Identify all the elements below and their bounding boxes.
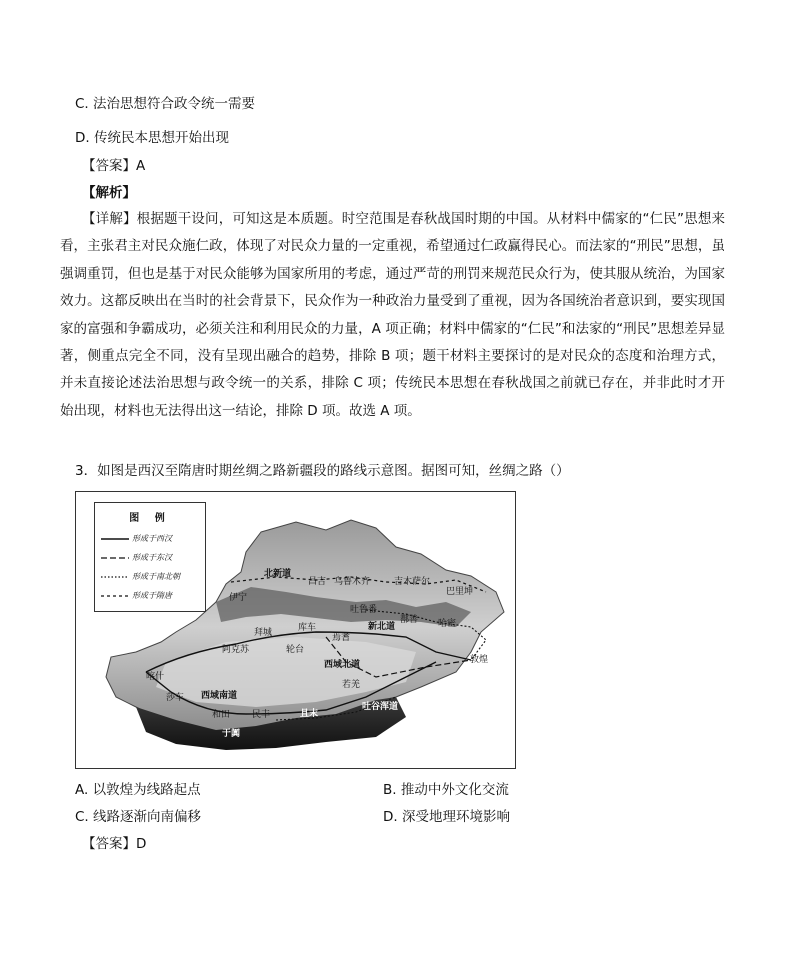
analysis-heading: 【解析】 (82, 185, 136, 201)
label-qiemo: 且末 (300, 709, 319, 719)
label-bai: 拜城 (254, 628, 273, 638)
dash-line-icon (101, 556, 129, 560)
legend-item-suitang: 形成于隋唐 (101, 590, 172, 601)
legend-item-xihan: 形成于西汉 (101, 533, 172, 544)
label-tuyuhun: 吐谷浑道 (362, 702, 399, 712)
label-akesu: 阿克苏 (222, 645, 250, 655)
label-kuche: 库车 (298, 623, 317, 633)
dash-dot-line-icon (101, 594, 129, 598)
label-yili: 伊宁 (229, 593, 248, 603)
label-yanqi: 焉耆 (332, 633, 351, 643)
detail-paragraph (60, 206, 725, 425)
question-3-stem: 3．如图是西汉至隋唐时期丝绸之路新疆段的路线示意图。据图可知，丝绸之路（） (75, 463, 570, 479)
answer-q3: 【答案】D (82, 836, 147, 852)
label-luntai: 轮台 (286, 645, 305, 655)
label-changji: 昌吉 (308, 577, 327, 587)
map-legend (94, 502, 206, 612)
answer-prev: 【答案】A (82, 158, 146, 174)
legend-item-donghan: 形成于东汉 (101, 552, 172, 563)
label-xiyunan: 西域南道 (201, 691, 238, 701)
option-c: C. 线路逐渐向南偏移 (75, 809, 202, 825)
label-hami: 哈密 (438, 619, 457, 629)
label-yutian: 于阗 (222, 729, 241, 739)
option-d: D. 深受地理环境影响 (383, 809, 510, 825)
label-xinbeidao: 新北道 (368, 622, 396, 632)
label-beixin: 北新道 (264, 569, 292, 579)
option-c-prev: C. 法治思想符合政令统一需要 (75, 96, 256, 112)
legend-item-nanbeichao: 形成于南北朝 (101, 571, 180, 582)
label-kashi: 喀什 (146, 672, 165, 682)
label-ruoqiang: 若羌 (342, 680, 361, 690)
label-minfeng: 民丰 (252, 710, 271, 720)
option-b: B. 推动中外文化交流 (383, 782, 509, 798)
label-dunhuang: 敦煌 (470, 655, 489, 665)
label-tulufan: 吐鲁番 (350, 605, 378, 615)
label-shache: 莎车 (166, 693, 185, 703)
dot-line-icon (101, 575, 129, 579)
legend-title: 图 例 (129, 513, 171, 524)
label-hetian: 和田 (212, 710, 231, 720)
solid-line-icon (101, 537, 129, 541)
label-jimusaer: 吉木萨尔 (394, 577, 431, 587)
label-balikun: 巴里坤 (446, 587, 474, 597)
option-d-prev: D. 传统民本思想开始出现 (75, 130, 229, 146)
option-a: A. 以敦煌为线路起点 (75, 782, 201, 798)
detail-text: 【详解】根据题干设问，可知这是本质题。时空范围是春秋战国时期的中国。从材料中儒家的“仁民”思想来看，主张君主对民众施仁政，体现了对民众力量的一定重视，希望通过仁政赢得民心。而法家的“刑民”思想，虽强调重罚，但也是基于对民众能够为国家所用的考虑，通过严苛的刑罚来规范民众行为，使其服从统治，为国家效力。这都反映出在当时的社会背景下，民众作为一种政治力量受到了重视，因为各国统治者意识到，要实现国家的富强和争霸成功，必须关注和利用民众的力量，A 项正确；材料中儒家的“仁民”和法家的“刑民”思想差异显著，侧重点完全不同，没有呈现出融合的趋势，排除 B 项；题干材料主要探讨的是对民众的态度和治理方式，并未直接论述法治思想与政令统一的关系，排除 C 项；传统民本思想在春秋战国之前就已存在，并非此时才开始出现，材料也无法得出这一结论，排除 D 项。故选 A 项。 (60, 211, 725, 419)
silk-road-map (75, 491, 516, 769)
label-xiyubei: 西域北道 (324, 660, 361, 670)
label-shanshan: 鄯善 (400, 615, 419, 625)
label-wulumuqi: 乌鲁木齐 (334, 577, 371, 587)
